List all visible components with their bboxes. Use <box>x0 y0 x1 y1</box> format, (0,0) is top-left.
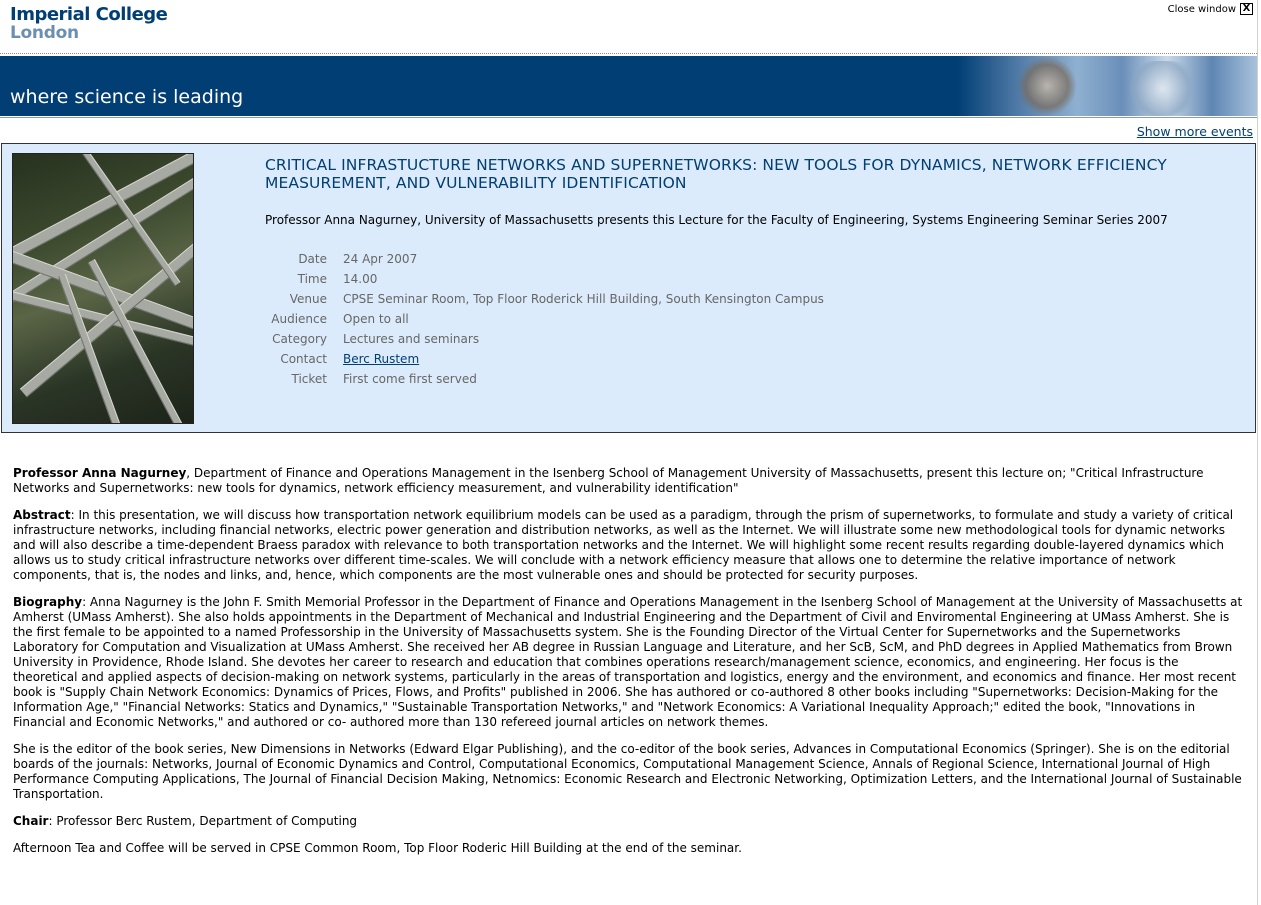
speaker-name: Professor Anna Nagurney <box>13 466 187 480</box>
tea-paragraph: Afternoon Tea and Coffee will be served in CPSE Common Room, Top Floor Roderic Hill Building at the end of the seminar. <box>13 841 742 855</box>
time-value: 14.00 <box>343 272 378 286</box>
page-header <box>0 0 1261 54</box>
abstract-text: : In this presentation, we will discuss how transportation network equilibrium models can be used as a paradigm, through the prism of supernetworks, to formulate and study a variety of critical infrastructure networks, including financial networks, electric power generation and distribution networks, as well as the Internet. We will illustrate some new methodological tools for dynamic networks and will also describe a time-dependent Braess paradox with relevance to both transportation networks and the Internet. We will highlight some recent results regarding double-layered dynamics which allows us to study critical infrastructure networks over different time-scales. We will conclude with a network efficiency measure that allows one to determine the relative importance of network components, that is, the nodes and links, and, hence, which components are the most vulnerable ones and should be protected for security purposes. <box>13 508 1234 582</box>
close-icon: X <box>1240 3 1253 15</box>
date-label: Date <box>298 252 327 266</box>
highway-interchange-image <box>12 153 194 424</box>
biography-text: : Anna Nagurney is the John F. Smith Memorial Professor in the Department of Finance and Operations Management in the Isenberg School of Management at the University of Massachusetts at Amherst (UMass Amherst). She also holds appointments in the Department of Mechanical and Industrial Engineering and the Department of Civil and Enviromental Engineering at UMass Amherst. She is the first female to be appointed to a named Professorship in the University of Massachusetts system. She is the Founding Director of the Virtual Center for Supernetworks and the Supernetworks Laboratory for Computation and Visualization at UMass Amherst. She received her AB degree in Russian Language and Literature, and her ScB, ScM, and PhD degrees in Applied Mathematics from Brown University in Providence, Rhode Island. She devotes her career to research and education that combines operations research/management science, economics, and engineering. Her focus is the theoretical and applied aspects of decision-making on network systems, particularly in the areas of transportation and logistics, energy and the environment, and economics and finance. Her most recent book is "Supply Chain Network Economics: Dynamics of Prices, Flows, and Profits" published in 2006. She has authored or co-authored 8 other books including "Supernetworks: Decision-Making for the Information Age," "Financial Networks: Statics and Dynamics," "Sustainable Transportation Networks," and "Network Economics: A Variational Inequality Approach;" edited the book, "Innovations in Financial and Economic Networks," and authored or co- authored more than 130 refereed journal articles on network themes. <box>13 595 1243 729</box>
close-window-button[interactable] <box>1168 3 1253 15</box>
event-presenter: Professor Anna Nagurney, University of Massachusetts presents this Lecture for the Faculty of Engineering, Systems Engineering Seminar Series 2007 <box>265 213 1168 227</box>
event-summary-box <box>1 143 1256 433</box>
tagline: where science is leading <box>10 86 244 108</box>
editor-paragraph: She is the editor of the book series, New Dimensions in Networks (Edward Elgar Publishing), and the co-editor of the book series, Advances in Computational Economics (Springer). She is on the editorial boards of the journals: Networks, Journal of Economic Dynamics and Control, Computational Economics, Computational Management Science, Annals of Regional Science, International Journal of High Performance Computing Applications, The Journal of Financial Decision Making, Netnomics: Economic Research and Electronic Networking, Optimization Letters, and the International Journal of Sustainable Transportation. <box>13 742 1242 801</box>
chair-paragraph <box>13 814 1243 829</box>
detail-row-category <box>265 329 824 349</box>
ticket-label: Ticket <box>291 372 327 386</box>
audience-label: Audience <box>271 312 327 326</box>
event-details <box>265 249 824 389</box>
detail-row-time <box>265 269 824 289</box>
banner-photo <box>957 56 1257 116</box>
abstract-heading: Abstract <box>13 508 71 522</box>
intro-text: , Department of Finance and Operations Management in the Isenberg School of Management University of Massachusetts, present this lecture on; "Critical Infrastructure Networks and Supernetworks: new tools for dynamics, network efficiency measurement, and vulnerability identification" <box>13 466 1204 495</box>
chair-heading: Chair <box>13 814 49 828</box>
logo-line-2: London <box>10 23 79 43</box>
close-window-label: Close window <box>1167 3 1236 15</box>
event-description <box>13 466 1243 868</box>
venue-label: Venue <box>289 292 327 306</box>
detail-row-contact <box>265 349 824 369</box>
imperial-college-logo[interactable] <box>10 6 167 42</box>
intro-paragraph <box>13 466 1243 496</box>
biography-paragraph <box>13 595 1243 730</box>
header-divider <box>0 53 1257 55</box>
date-value: 24 Apr 2007 <box>343 252 418 266</box>
logo-line-1: Imperial College <box>10 4 168 25</box>
time-label: Time <box>297 272 327 286</box>
banner <box>0 56 1257 116</box>
chair-text: : Professor Berc Rustem, Department of Computing <box>48 814 358 828</box>
contact-link[interactable]: Berc Rustem <box>343 352 420 366</box>
ticket-value: First come first served <box>343 372 477 386</box>
audience-value: Open to all <box>343 312 409 326</box>
detail-row-ticket <box>265 369 824 389</box>
detail-row-audience <box>265 309 824 329</box>
venue-value: CPSE Seminar Room, Top Floor Roderick Hill Building, South Kensington Campus <box>343 292 824 306</box>
category-value: Lectures and seminars <box>343 332 480 346</box>
window-edge <box>1257 0 1261 905</box>
banner-divider <box>0 117 1257 119</box>
detail-row-date <box>265 249 824 269</box>
biography-heading: Biography <box>13 595 83 609</box>
show-more-events-link[interactable]: Show more events <box>1136 124 1253 139</box>
detail-row-venue <box>265 289 824 309</box>
category-label: Category <box>272 332 327 346</box>
event-title: CRITICAL INFRASTUCTURE NETWORKS AND SUPERNETWORKS: NEW TOOLS FOR DYNAMICS, NETWORK EFFICIENCY MEASUREMENT, AND VULNERABILITY IDENTIFICATION <box>265 156 1167 192</box>
abstract-paragraph <box>13 508 1243 583</box>
contact-label: Contact <box>280 352 327 366</box>
